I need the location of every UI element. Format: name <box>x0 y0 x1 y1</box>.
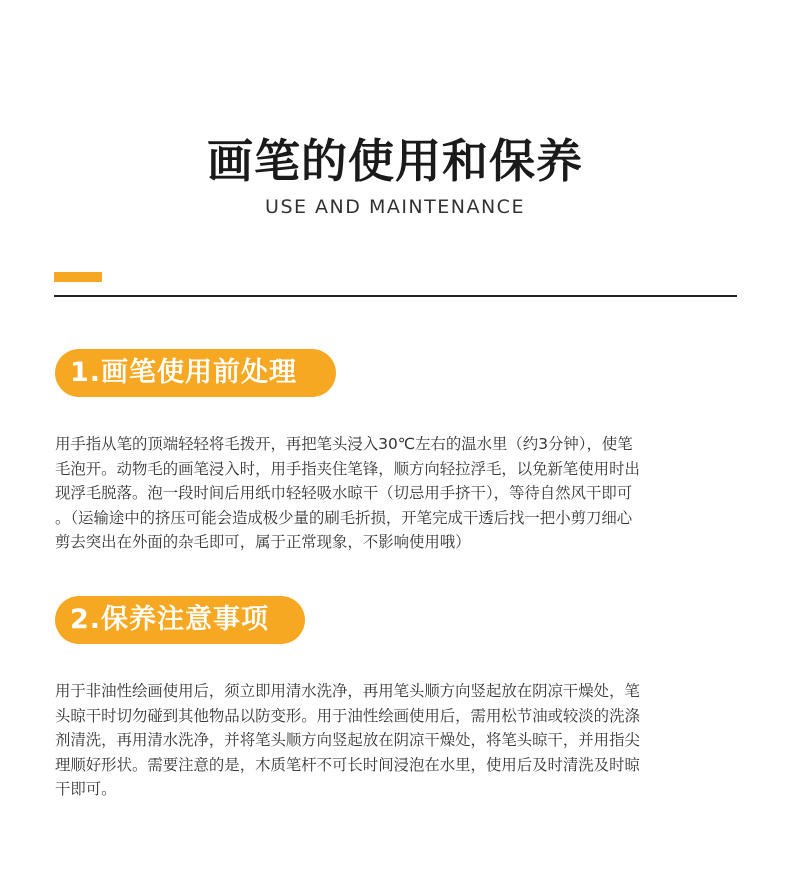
accent-bar <box>54 272 102 282</box>
section-heading-maintenance: 2.保养注意事项 <box>55 596 305 644</box>
page-subtitle: USE AND MAINTENANCE <box>265 196 525 218</box>
section-body-pre-use <box>55 432 737 555</box>
body-line: 头晾干时切勿碰到其他物品以防变形。用于油性绘画使用后，需用松节油或较淡的洗涤 <box>55 706 640 725</box>
section-heading-pre-use: 1.画笔使用前处理 <box>55 349 336 397</box>
body-line: 干即可。 <box>55 780 117 798</box>
body-line: 毛泡开。动物毛的画笔浸入时，用手指夹住笔锋，顺方向轻拉浮毛，以免新笔使用时出 <box>55 459 640 478</box>
body-line: 现浮毛脱落。泡一段时间后用纸巾轻轻吸水晾干（切忌用手挤干），等待自然风干即可 <box>55 484 633 502</box>
body-line: 剂清洗，再用清水洗净，并将笔头顺方向竖起放在阴凉干燥处，将笔头晾干，并用指尖 <box>55 731 640 749</box>
body-line: 用于非油性绘画使用后，须立即用清水洗净，再用笔头顺方向竖起放在阴凉干燥处，笔 <box>55 682 640 700</box>
page-title: 画笔的使用和保养 <box>207 134 583 188</box>
body-line: 。（运输途中的挤压可能会造成极少量的刷毛折损，开笔完成干透后找一把小剪刀细心 <box>55 508 633 527</box>
body-line: 剪去突出在外面的杂毛即可，属于正常现象，不影响使用哦） <box>55 533 471 551</box>
body-line: 理顺好形状。需要注意的是，木质笔杆不可长时间浸泡在水里，使用后及时清洗及时晾 <box>55 755 640 774</box>
header-divider <box>54 295 737 297</box>
section-body-maintenance <box>55 679 737 802</box>
body-line: 用手指从笔的顶端轻轻将毛拨开，再把笔头浸入30℃左右的温水里（约3分钟），使笔 <box>55 435 633 453</box>
